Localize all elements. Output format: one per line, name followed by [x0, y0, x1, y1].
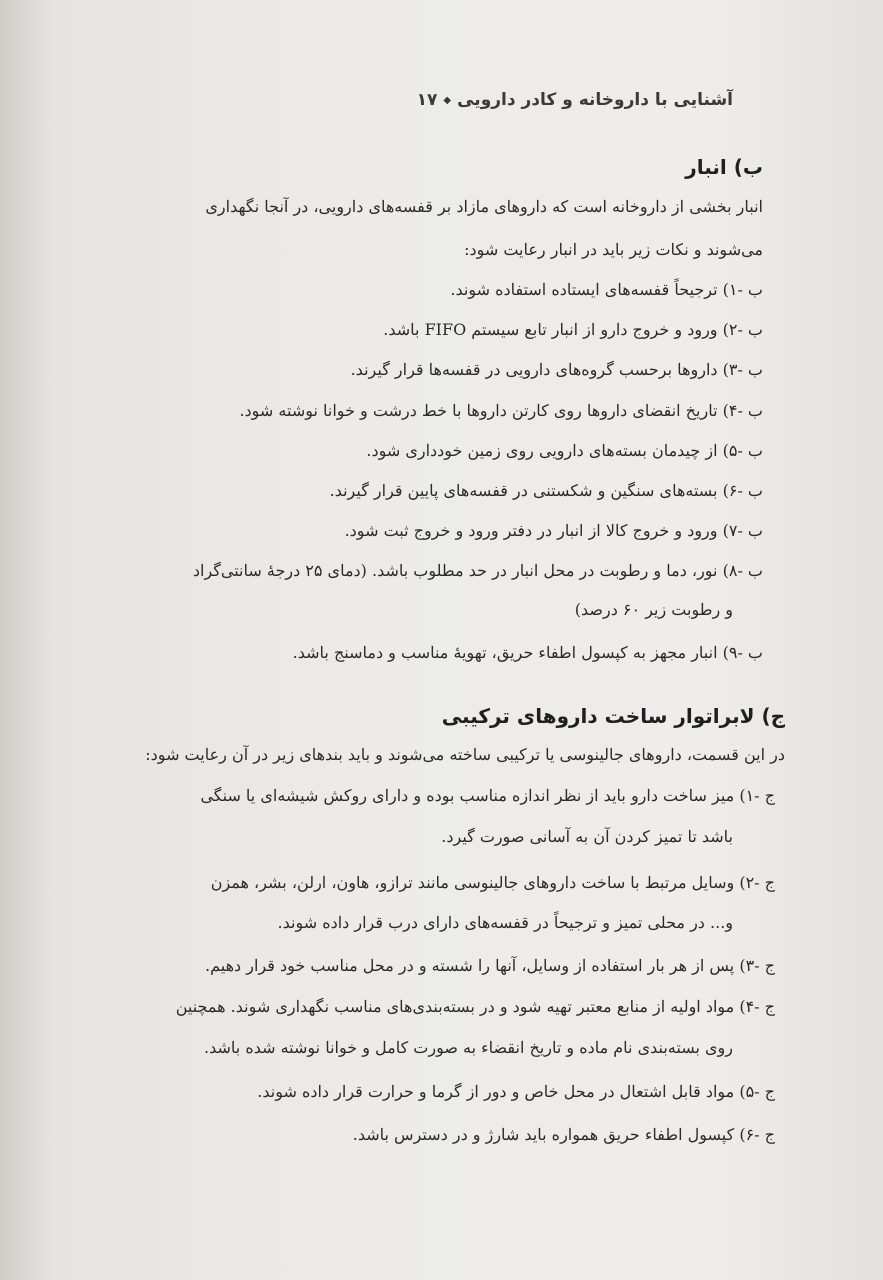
- list-item: ب -۳) داروها برحسب گروه‌های دارویی در قفسه‌ها قرار گیرند.: [350, 360, 763, 379]
- list-item: ج -۶) کپسول اطفاء حریق همواره باید شارژ و در دسترس باشد.: [352, 1125, 775, 1144]
- list-item-continuation: و رطوبت زیر ۶۰ درصد): [574, 600, 733, 619]
- list-item: ب -۷) ورود و خروج کالا از انبار در دفتر ورود و خروج ثبت شود.: [344, 521, 763, 540]
- paragraph-line: در این قسمت، داروهای جالینوسی یا ترکیبی ساخته می‌شوند و باید بندهای زیر در آن رعایت شود:: [145, 745, 785, 764]
- page-number: ۱۷: [416, 90, 438, 110]
- list-item-continuation: روی بسته‌بندی نام ماده و تاریخ انقضاء به صورت کامل و خوانا نوشته شده باشد.: [204, 1038, 733, 1057]
- list-item: ج -۴) مواد اولیه از منابع معتبر تهیه شود و در بسته‌بندی‌های مناسب نگهداری شوند. همچنین: [175, 997, 775, 1016]
- header-title: آشنایی با داروخانه و کادر دارویی: [457, 90, 733, 110]
- paragraph-line: می‌شوند و نکات زیر باید در انبار رعایت شود:: [464, 240, 763, 259]
- list-item: ج -۳) پس از هر بار استفاده از وسایل، آنها را شسته و در محل مناسب خود قرار دهیم.: [205, 956, 775, 975]
- list-item: ب -۶) بسته‌های سنگین و شکستنی در قفسه‌های پایین قرار گیرند.: [329, 481, 763, 500]
- section-heading-compounding-lab: ج) لابراتوار ساخت داروهای ترکیبی: [441, 704, 785, 728]
- diamond-icon: ◆: [443, 94, 452, 106]
- section-heading-storage: ب) انبار: [685, 155, 763, 179]
- list-item: ب -۴) تاریخ انقضای داروها روی کارتن داروها با خط درشت و خوانا نوشته شود.: [239, 401, 763, 420]
- list-item: ج -۲) وسایل مرتبط با ساخت داروهای جالینوسی مانند ترازو، هاون، ارلن، بشر، همزن: [210, 873, 775, 892]
- list-item: ب -۹) انبار مجهز به کپسول اطفاء حریق، تهویهٔ مناسب و دماسنج باشد.: [292, 643, 763, 662]
- list-item: ج -۵) مواد قابل اشتعال در محل خاص و دور از گرما و حرارت قرار داده شوند.: [257, 1082, 775, 1101]
- list-item-continuation: باشد تا تمیز کردن آن به آسانی صورت گیرد.: [441, 827, 733, 846]
- list-item: ب -۸) نور، دما و رطوبت در محل انبار در حد مطلوب باشد. (دمای ۲۵ درجهٔ سانتی‌گراد: [192, 561, 763, 580]
- running-header: [93, 90, 733, 110]
- list-item-continuation: و... در محلی تمیز و ترجیحاً در قفسه‌های دارای درب قرار داده شوند.: [277, 913, 733, 932]
- list-item: ب -۵) از چیدمان بسته‌های دارویی روی زمین خودداری شود.: [366, 441, 763, 460]
- list-item: ج -۱) میز ساخت دارو باید از نظر اندازه مناسب بوده و دارای روکش شیشه‌ای یا سنگی: [200, 786, 775, 805]
- list-item: ب -۱) ترجیحاً قفسه‌های ایستاده استفاده شوند.: [450, 280, 763, 299]
- list-item: ب -۲) ورود و خروج دارو از انبار تابع سیستم FIFO باشد.: [383, 320, 763, 339]
- paragraph-line: انبار بخشی از داروخانه است که داروهای مازاد بر قفسه‌های دارویی، در آنجا نگهداری: [205, 197, 763, 216]
